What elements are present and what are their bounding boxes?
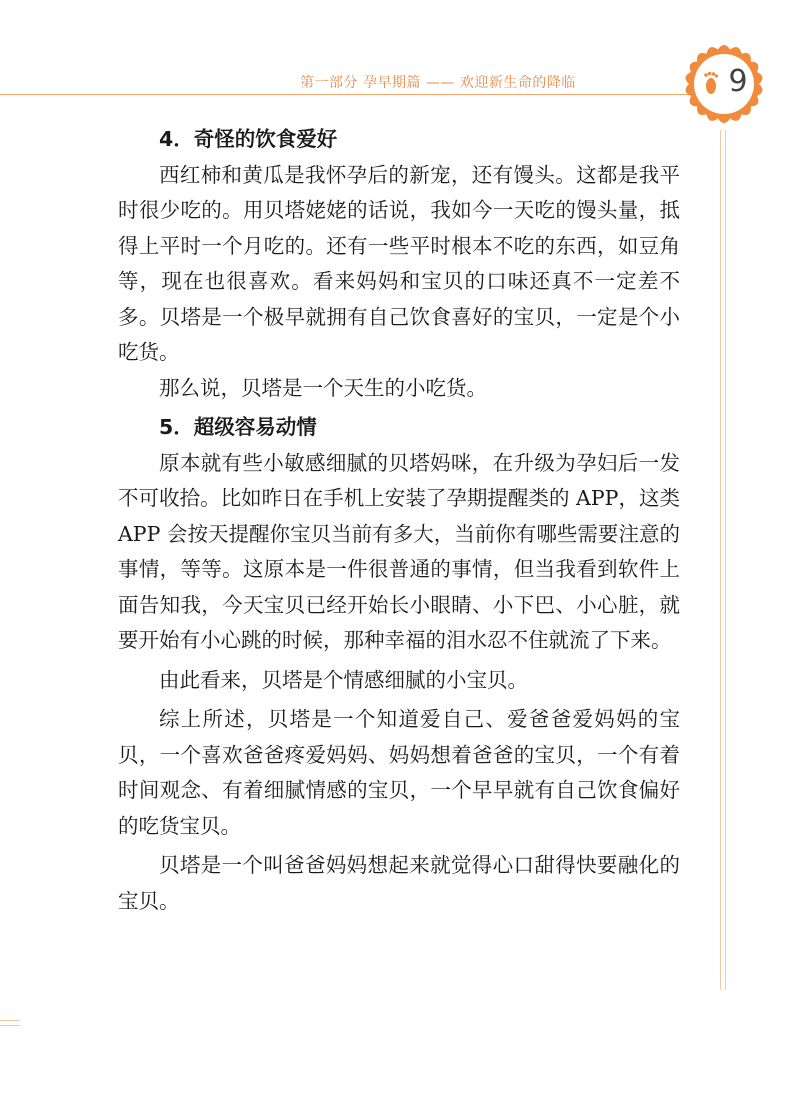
section-heading-4: 4．奇怪的饮食爱好	[159, 127, 338, 151]
page-body	[118, 122, 680, 919]
paragraph: 那么说，贝塔是一个天生的小吃货。	[159, 375, 487, 400]
paragraph: 西红柿和黄瓜是我怀孕后的新宠，还有馒头。这都是我平时很少吃的。用贝塔姥姥的话说，我如今一天吃的馒头量，抵得上平时一个月吃的。还有一些平时根本不吃的东西，如豆角等，现在也很喜欢。看来妈妈和宝贝的口味还真不一定差不多。贝塔是一个极早就拥有自己饮食喜好的宝贝，一定是个小吃货。	[118, 162, 680, 364]
paragraph: 贝塔是一个叫爸爸妈妈想起来就觉得心口甜得快要融化的宝贝。	[118, 853, 680, 913]
paragraph: 原本就有些小敏感细腻的贝塔妈咪，在升级为孕妇后一发不可收拾。比如昨日在手机上安装了孕期提醒类的 APP，这类 APP 会按天提醒你宝贝当前有多大，当前你有哪些需要注意的事情，等等。这原本是一件很普通的事情，但当我看到软件上面告知我，今天宝贝已经开始长小眼睛、小下巴、小心脏，就要开始有小心跳的时候，那种幸福的泪水忍不住就流了下来。	[118, 450, 680, 652]
page-number-badge	[684, 44, 764, 124]
section-heading-5: 5．超级容易动情	[159, 415, 317, 439]
paragraph: 由此看来，贝塔是个情感细腻的小宝贝。	[159, 667, 528, 692]
header-rule	[0, 94, 700, 95]
margin-rule	[720, 130, 726, 990]
running-header: 第一部分 孕早期篇 —— 欢迎新生命的降临	[300, 75, 576, 91]
bottom-margin-rule	[0, 1020, 20, 1026]
paragraph: 综上所述，贝塔是一个知道爱自己、爱爸爸爱妈妈的宝贝，一个喜欢爸爸疼爱妈妈、妈妈想着爸爸的宝贝，一个有着时间观念、有着细腻情感的宝贝，一个早早就有自己饮食偏好的吃货宝贝。	[118, 707, 680, 838]
page-number: 9	[728, 64, 748, 99]
